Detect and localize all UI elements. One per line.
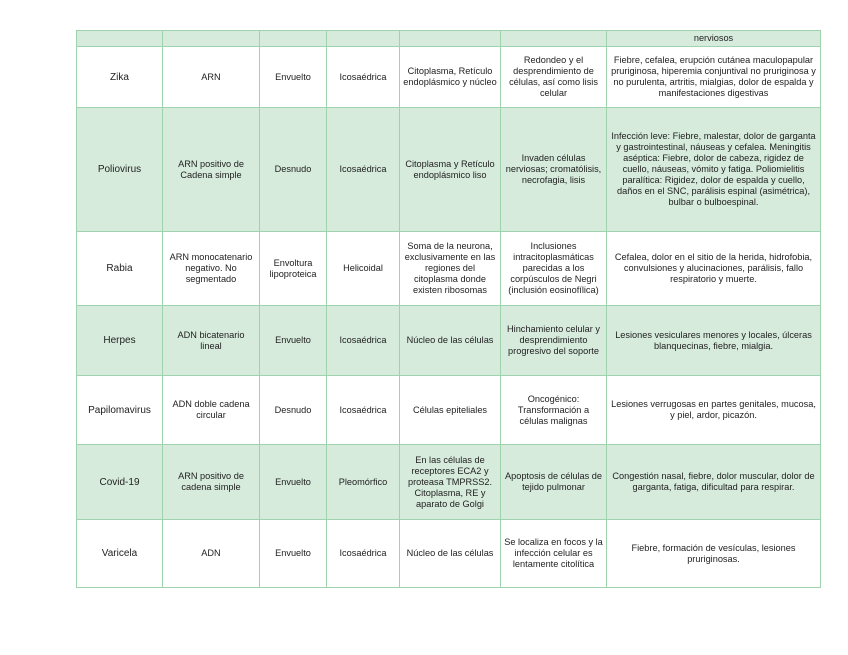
table-row bbox=[77, 376, 821, 445]
site-cell: Núcleo de las células bbox=[400, 306, 501, 376]
virus-table bbox=[76, 30, 821, 588]
envelope-cell: Desnudo bbox=[260, 108, 327, 232]
table-row bbox=[77, 108, 821, 232]
genome-cell: ARN positivo de cadena simple bbox=[163, 445, 260, 520]
symmetry-cell: Pleomórfico bbox=[327, 445, 400, 520]
site-cell: En las células de receptores ECA2 y proteasa TMPRSS2. Citoplasma, RE y aparato de Golgi bbox=[400, 445, 501, 520]
genome-cell: ARN monocatenario negativo. No segmentado bbox=[163, 232, 260, 306]
site-cell: Citoplasma y Retículo endoplásmico liso bbox=[400, 108, 501, 232]
header-cell bbox=[400, 31, 501, 47]
header-cell bbox=[77, 31, 163, 47]
envelope-cell: Envuelto bbox=[260, 445, 327, 520]
table-row bbox=[77, 520, 821, 588]
effect-cell: Se localiza en focos y la infección celular es lentamente citolítica bbox=[501, 520, 607, 588]
site-cell: Soma de la neurona, exclusivamente en las regiones del citoplasma donde existen ribosomas bbox=[400, 232, 501, 306]
virus-name-cell: Zika bbox=[77, 47, 163, 108]
effect-cell: Inclusiones intracitoplasmáticas parecidas a los corpúsculos de Negri (inclusión eosinofílica) bbox=[501, 232, 607, 306]
virus-name-cell: Papilomavirus bbox=[77, 376, 163, 445]
header-cell bbox=[163, 31, 260, 47]
envelope-cell: Envuelto bbox=[260, 520, 327, 588]
genome-cell: ADN bicatenario lineal bbox=[163, 306, 260, 376]
virus-name-cell: Covid-19 bbox=[77, 445, 163, 520]
header-cell: nerviosos bbox=[607, 31, 821, 47]
envelope-cell: Envoltura lipoproteica bbox=[260, 232, 327, 306]
symptoms-cell: Congestión nasal, fiebre, dolor muscular, dolor de garganta, fatiga, dificultad para respirar. bbox=[607, 445, 821, 520]
genome-cell: ADN bbox=[163, 520, 260, 588]
symptoms-cell: Infección leve: Fiebre, malestar, dolor de garganta y gastrointestinal, náuseas y cefalea. Meningitis aséptica: Fiebre, dolor de cabeza, rigidez de cuello, náuseas, vómito y fatiga. Poliomielitis paralítica: Rigidez, dolor de espalda y cuello, daños en el SNC, parálisis espinal (asimétrica), bulbar o bulboespinal. bbox=[607, 108, 821, 232]
effect-cell: Redondeo y el desprendimiento de células, así como lisis celular bbox=[501, 47, 607, 108]
table-row bbox=[77, 306, 821, 376]
site-cell: Núcleo de las células bbox=[400, 520, 501, 588]
site-cell: Citoplasma, Retículo endoplásmico y núcleo bbox=[400, 47, 501, 108]
header-cell bbox=[260, 31, 327, 47]
symmetry-cell: Helicoidal bbox=[327, 232, 400, 306]
table-row bbox=[77, 445, 821, 520]
envelope-cell: Desnudo bbox=[260, 376, 327, 445]
symmetry-cell: Icosaédrica bbox=[327, 306, 400, 376]
table-row bbox=[77, 232, 821, 306]
symptoms-cell: Lesiones vesiculares menores y locales, úlceras blanquecinas, fiebre, mialgia. bbox=[607, 306, 821, 376]
virus-name-cell: Poliovirus bbox=[77, 108, 163, 232]
symmetry-cell: Icosaédrica bbox=[327, 376, 400, 445]
symptoms-cell: Cefalea, dolor en el sitio de la herida, hidrofobia, convulsiones y alucinaciones, parálisis, fallo respiratorio y muerte. bbox=[607, 232, 821, 306]
symmetry-cell: Icosaédrica bbox=[327, 520, 400, 588]
header-cell bbox=[327, 31, 400, 47]
symptoms-cell: Fiebre, cefalea, erupción cutánea maculopapular pruriginosa, hiperemia conjuntival no pruriginosa y no purulenta, artritis, mialgias, dolor de espalda y manifestaciones digestivas bbox=[607, 47, 821, 108]
symmetry-cell: Icosaédrica bbox=[327, 47, 400, 108]
effect-cell: Oncogénico: Transformación a células malignas bbox=[501, 376, 607, 445]
genome-cell: ADN doble cadena circular bbox=[163, 376, 260, 445]
effect-cell: Invaden células nerviosas; cromatólisis, necrofagia, lisis bbox=[501, 108, 607, 232]
table-row bbox=[77, 47, 821, 108]
virus-name-cell: Herpes bbox=[77, 306, 163, 376]
site-cell: Células epiteliales bbox=[400, 376, 501, 445]
effect-cell: Apoptosis de células de tejido pulmonar bbox=[501, 445, 607, 520]
header-cell bbox=[501, 31, 607, 47]
genome-cell: ARN positivo de Cadena simple bbox=[163, 108, 260, 232]
symptoms-cell: Fiebre, formación de vesículas, lesiones pruriginosas. bbox=[607, 520, 821, 588]
table-header-row bbox=[77, 31, 821, 47]
genome-cell: ARN bbox=[163, 47, 260, 108]
virus-name-cell: Rabia bbox=[77, 232, 163, 306]
effect-cell: Hinchamiento celular y desprendimiento progresivo del soporte bbox=[501, 306, 607, 376]
virus-name-cell: Varicela bbox=[77, 520, 163, 588]
symptoms-cell: Lesiones verrugosas en partes genitales, mucosa, y piel, ardor, picazón. bbox=[607, 376, 821, 445]
envelope-cell: Envuelto bbox=[260, 306, 327, 376]
envelope-cell: Envuelto bbox=[260, 47, 327, 108]
symmetry-cell: Icosaédrica bbox=[327, 108, 400, 232]
